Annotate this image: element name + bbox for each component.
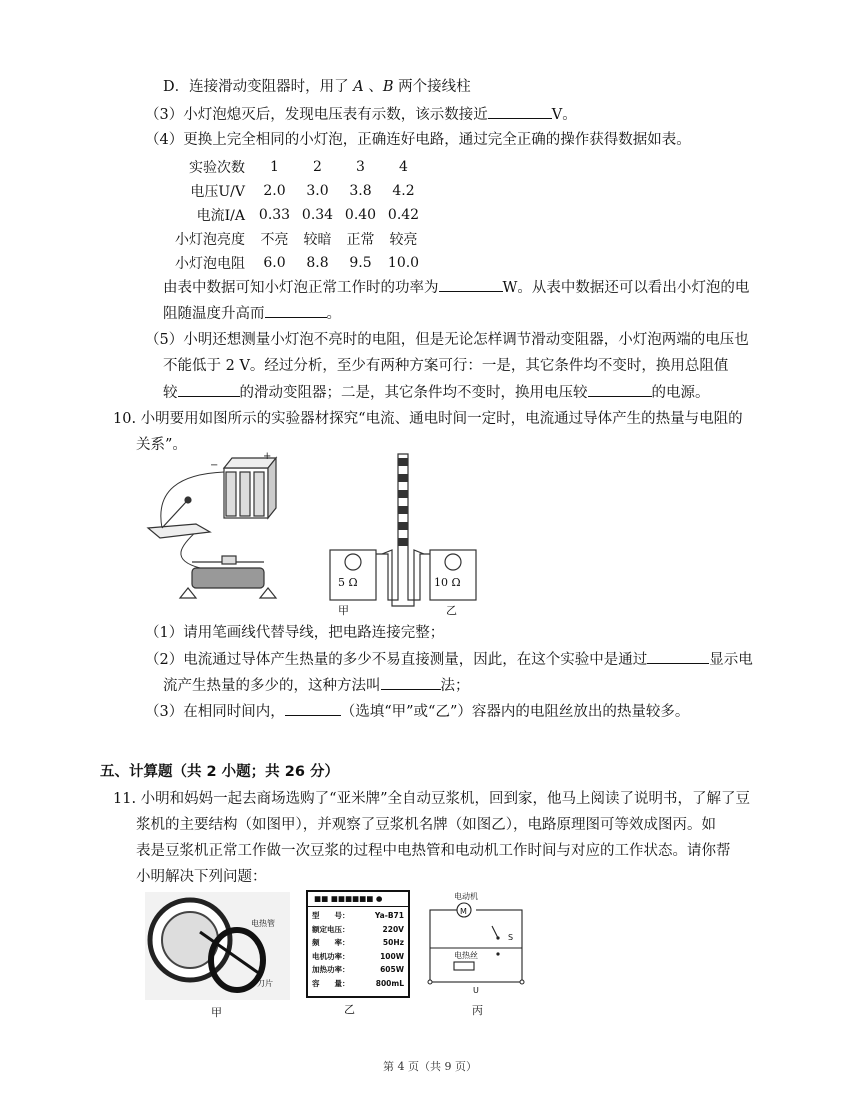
table-cell: 0.42 xyxy=(387,207,420,223)
row-label: 小灯泡亮度 xyxy=(175,232,245,248)
q9-part5-line2: 不能低于 2 V。经过分析，至少有两种方案可行：一是，其它条件均不变时，换用总阻值 xyxy=(163,358,729,374)
table-cell: 3.0 xyxy=(306,183,329,199)
plus-sign: + xyxy=(263,451,272,462)
nameplate-value: Ya-B71 xyxy=(374,911,404,920)
nameplate-value: 50Hz xyxy=(382,938,404,947)
nameplate-row xyxy=(312,936,404,950)
q10-sub2-line1: （2）电流通过导体产生热量的多少不易直接测量，因此，在这个实验中是通过 显示电 xyxy=(145,649,753,670)
switch-label: S xyxy=(508,933,514,942)
row-label: 实验次数 xyxy=(189,160,245,176)
q11-stem-line3: 表是豆浆机正常工作做一次豆浆的过程中电热管和电动机工作时间与对应的工作状态。请你帮 xyxy=(136,843,731,859)
answer-blank[interactable] xyxy=(647,649,709,664)
table-cell: 3 xyxy=(356,159,365,175)
nameplate-row xyxy=(312,950,404,964)
q10-apparatus-figure xyxy=(140,450,480,620)
answer-blank[interactable] xyxy=(265,303,327,318)
heater-resistor-icon xyxy=(454,962,474,970)
rheostat-icon xyxy=(180,556,276,598)
table-cell: 10.0 xyxy=(387,255,420,271)
table-row xyxy=(165,251,425,275)
q9-part4-conclusion-2: 阻随温度升高而 。 xyxy=(163,303,341,324)
data-table xyxy=(165,155,425,275)
resistor-5-label: 5 Ω xyxy=(338,576,358,589)
circuit-diagram xyxy=(420,888,535,1023)
nameplate-value: 605W xyxy=(380,965,404,974)
nameplate-key: 额定电压： xyxy=(312,924,350,934)
figure-label-jia: 甲 xyxy=(338,604,349,617)
figure-caption-bing: 丙 xyxy=(472,1004,483,1017)
soymilk-machine-photo xyxy=(145,892,290,1022)
table-cell: 4 xyxy=(399,159,408,175)
nameplate-key: 电机功率： xyxy=(312,951,350,961)
nameplate-value: 220V xyxy=(382,924,404,934)
table-cell: 不亮 xyxy=(260,232,289,248)
nameplate-row xyxy=(312,977,404,991)
nameplate-row xyxy=(312,923,404,937)
answer-blank[interactable] xyxy=(285,701,341,716)
figure-caption-yi: 乙 xyxy=(344,1003,355,1016)
battery-icon xyxy=(224,458,276,518)
q10-stem-line2: 关系”。 xyxy=(136,437,187,453)
table-cell: 0.40 xyxy=(344,207,377,223)
row-label: 电流I/A xyxy=(196,208,245,224)
nameplate-value: 100W xyxy=(380,951,404,961)
blade-label: 刀片 xyxy=(257,979,273,988)
q11-stem-line2: 浆机的主要结构（如图甲），并观察了豆浆机名牌（如图乙），电路原理图可等效成图丙。如 xyxy=(136,817,716,833)
nameplate xyxy=(306,890,410,998)
resistor-10-label: 10 Ω xyxy=(434,576,461,589)
table-cell: 1 xyxy=(270,159,279,175)
nameplate-key: 型 号： xyxy=(312,911,350,920)
switch-icon xyxy=(148,497,210,538)
q10-sub2-line2: 流产生热量的多少的，这种方法叫 法； xyxy=(163,675,470,696)
table-cell: 2.0 xyxy=(263,183,286,199)
q9-part4: （4）更换上完全相同的小灯泡，正确连好电路，通过完全正确的操作获得数据如表。 xyxy=(145,132,691,148)
table-row xyxy=(165,155,425,179)
answer-blank[interactable] xyxy=(178,382,240,397)
nameplate-key: 容 量： xyxy=(312,978,350,988)
answer-blank[interactable] xyxy=(439,277,503,292)
table-cell: 4.2 xyxy=(392,183,415,199)
q9-part5-line3: 较 的滑动变阻器；二是，其它条件均不变时，换用电压较 的电源。 xyxy=(163,382,710,403)
nameplate-header: ■■ ■■■■■■ ● xyxy=(308,892,408,907)
table-cell: 0.33 xyxy=(258,207,291,223)
table-row xyxy=(165,203,425,227)
table-cell: 6.0 xyxy=(263,255,286,271)
q10-stem-line1: 10. 小明要用如图所示的实验器材探究“电流、通电时间一定时，电流通过导体产生的热量与电阻的 xyxy=(113,411,743,427)
q9-part4-conclusion-1: 由表中数据可知小灯泡正常工作时的功率为 W。从表中数据还可以看出小灯泡的电 xyxy=(163,277,749,298)
table-cell: 正常 xyxy=(346,232,375,248)
figure-label-yi: 乙 xyxy=(446,604,457,617)
nameplate-row xyxy=(312,963,404,977)
table-cell: 较亮 xyxy=(389,232,418,248)
table-cell: 2 xyxy=(313,159,322,175)
table-cell: 8.8 xyxy=(306,255,329,271)
answer-blank[interactable] xyxy=(488,104,552,119)
q11-stem-line1: 11. 小明和妈妈一起去商场选购了“亚米牌”全自动豆浆机，回到家，他马上阅读了说明书，了解了豆 xyxy=(113,791,750,807)
voltage-label: U xyxy=(473,986,479,995)
q9-part5-line1: （5）小明还想测量小灯泡不亮时的电阻，但是无论怎样调节滑动变阻器，小灯泡两端的电压也 xyxy=(145,332,749,348)
nameplate-value: 800mL xyxy=(375,978,404,988)
motor-label: 电动机 xyxy=(454,892,478,901)
table-cell: 较暗 xyxy=(303,232,332,248)
q9-part3: （3）小灯泡熄灭后，发现电压表有示数，该示数接近 V。 xyxy=(145,104,577,125)
scale-markings xyxy=(398,458,408,546)
q10-sub3: （3）在相同时间内， （选填“甲”或“乙”）容器内的电阻丝放出的热量较多。 xyxy=(145,701,689,722)
nameplate-row xyxy=(312,909,404,923)
switch-symbol xyxy=(492,926,500,956)
q10-sub1: （1）请用笔画线代替导线，把电路连接完整； xyxy=(145,625,445,641)
table-cell: 9.5 xyxy=(349,255,372,271)
minus-sign: − xyxy=(210,460,219,471)
q11-stem-line4: 小明解决下列问题： xyxy=(136,869,267,885)
figure-caption-jia: 甲 xyxy=(211,1006,222,1019)
nameplate-key: 频 率： xyxy=(312,938,350,947)
page-footer: 第 4 页（共 9 页） xyxy=(383,1060,477,1073)
answer-blank[interactable] xyxy=(588,382,652,397)
table-cell: 3.8 xyxy=(349,183,372,199)
answer-blank[interactable] xyxy=(381,675,441,690)
heater-label: 电热管 xyxy=(251,919,275,928)
q9-option-d: D．连接滑动变阻器时，用了 A 、B 两个接线柱 xyxy=(163,79,471,95)
table-row xyxy=(165,179,425,203)
row-label: 电压U/V xyxy=(190,184,245,200)
heater-wire-label: 电热丝 xyxy=(454,951,478,960)
table-row xyxy=(165,227,425,251)
row-label: 小灯泡电阻 xyxy=(175,256,245,272)
nameplate-key: 加热功率： xyxy=(312,965,350,974)
motor-symbol: M xyxy=(460,907,467,916)
table-cell: 0.34 xyxy=(301,207,334,223)
section-title: 五、计算题（共 2 小题；共 26 分） xyxy=(100,764,339,780)
